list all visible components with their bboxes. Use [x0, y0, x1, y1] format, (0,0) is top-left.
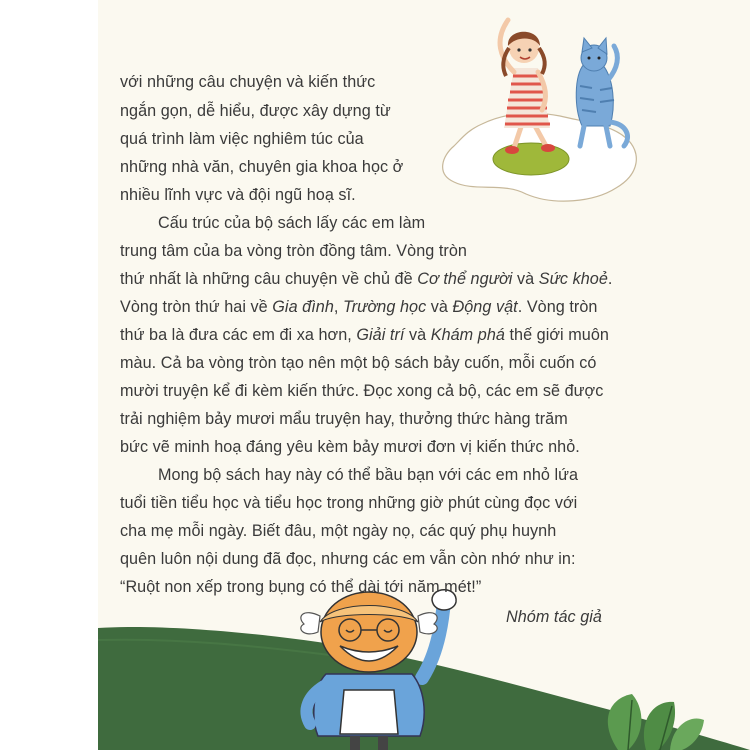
text-line: màu. Cả ba vòng tròn tạo nên một bộ sách bảy cuốn, mỗi cuốn có: [120, 354, 597, 372]
text-line: Cấu trúc của bộ sách lấy các em làm: [158, 214, 426, 232]
emphasis-text: Cơ thể người: [417, 270, 513, 288]
text-line: quên luôn nội dung đã đọc, nhưng các em vẫn còn nhớ như in:: [120, 550, 576, 568]
text-line: Vòng tròn thứ hai về Gia đình, Trường học và Động vật. Vòng tròn: [120, 298, 598, 316]
text-line: thứ nhất là những câu chuyện về chủ đề Cơ thể người và Sức khoẻ.: [120, 270, 613, 288]
text-line: bức vẽ minh hoạ đáng yêu kèm bảy mươi đơn vị kiến thức nhỏ.: [120, 438, 580, 456]
text-line: mười truyện kể đi kèm kiến thức. Đọc xong cả bộ, các em sẽ được: [120, 382, 604, 400]
text-line: ngắn gọn, dễ hiểu, được xây dựng từ: [120, 102, 391, 120]
text-line: những nhà văn, chuyên gia khoa học ở: [120, 158, 404, 176]
text-line: nhiều lĩnh vực và đội ngũ hoạ sĩ.: [120, 186, 356, 204]
emphasis-text: Sức khoẻ: [538, 270, 608, 288]
emphasis-text: Gia đình: [272, 298, 334, 316]
text-line: cha mẹ mỗi ngày. Biết đâu, một ngày nọ, các quý phụ huynh: [120, 522, 557, 540]
text-line: quá trình làm việc nghiêm túc của: [120, 130, 364, 148]
article-text: [98, 0, 750, 626]
smiling-character-illustration: [274, 586, 484, 750]
text-line: tuổi tiền tiểu học và tiểu học trong những giờ phút cùng đọc với: [120, 494, 578, 512]
text-line: “Ruột non xếp trong bụng có thể dài tới năm mét!”: [120, 578, 482, 596]
emphasis-text: Trường học: [342, 298, 427, 316]
author-signature: Nhóm tác giả: [506, 608, 602, 626]
book-page: [98, 0, 750, 750]
text-line: thứ ba là đưa các em đi xa hơn, Giải trí và Khám phá thế giới muôn: [120, 326, 609, 344]
text-line: Mong bộ sách hay này có thể bầu bạn với các em nhỏ lứa: [158, 466, 579, 484]
text-line: trải nghiệm bảy mươi mẩu truyện hay, thưởng thức hàng trăm: [120, 410, 568, 428]
emphasis-text: Giải trí: [356, 326, 405, 344]
text-line: trung tâm của ba vòng tròn đồng tâm. Vòng tròn: [120, 242, 467, 260]
emphasis-text: Động vật: [452, 298, 518, 316]
text-line: với những câu chuyện và kiến thức: [120, 73, 376, 91]
emphasis-text: Khám phá: [430, 326, 505, 344]
